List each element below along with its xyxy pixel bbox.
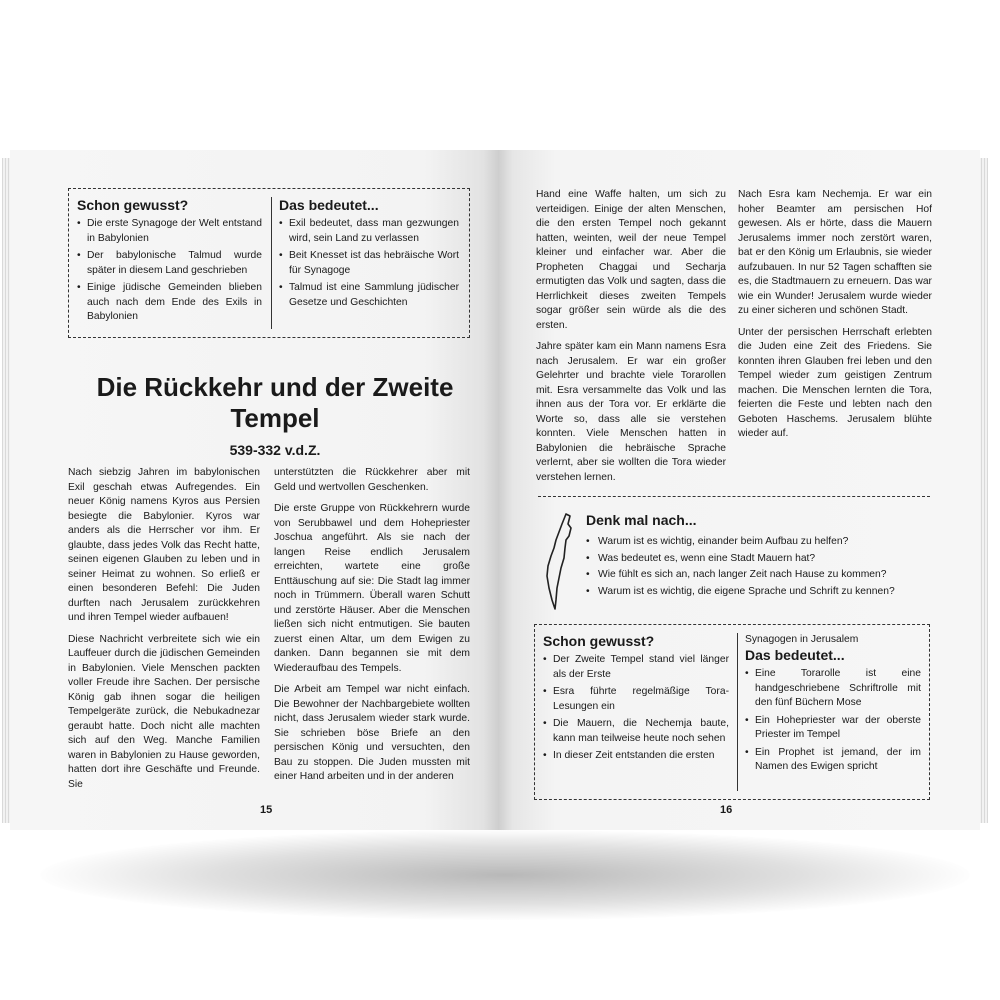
paragraph: Unter der persischen Herrschaft erlebten die Juden eine Zeit des Friedens. Sie konnten ihren Glauben frei leben und den Tempel wieder zum geistigen Zentrum machen. Die Menschen lernten die Tora, feierten die Feste und lebten nach den Geboten Haschems. Jerusalem blühte wieder auf. bbox=[738, 326, 932, 439]
page-number-right: 16 bbox=[720, 804, 733, 816]
schon-gewusst-list bbox=[543, 653, 729, 764]
chapter-dates: 539-332 v.d.Z. bbox=[229, 442, 321, 458]
info-box-left bbox=[68, 188, 470, 338]
body-column-1 bbox=[536, 188, 726, 492]
list-item: • Eine Torarolle ist eine handgeschriebene Schriftrolle mit den fünf Büchern Mose bbox=[745, 667, 921, 711]
das-bedeutet-list bbox=[279, 217, 459, 310]
chapter-title bbox=[70, 372, 480, 434]
paragraph: Nach Esra kam Nechemja. Er war ein hoher Beamter am persischen Hof gewesen. Als er hörte, dass die Mauern Jerusalems immer noch zerstört waren, bat er den König um Erlaubnis, sie wieder aufzubauen. In nur 52 Tagen schafften sie es, die Stadtmauern zu erneuern. Das war wie ein Wunder! Jerusalem wurde wieder zu einer sicheren und schönen Stadt. bbox=[738, 189, 932, 316]
question-item: • Wie fühlt es sich an, nach langer Zeit nach Hause zu kommen? bbox=[586, 568, 926, 583]
das-bedeutet-title: Das bedeutet... bbox=[279, 197, 379, 213]
israel-map-icon bbox=[544, 512, 580, 612]
body-column-2 bbox=[738, 188, 932, 449]
section-separator bbox=[538, 496, 930, 497]
info-box-right bbox=[534, 624, 930, 800]
box-divider bbox=[737, 633, 738, 791]
book-shadow bbox=[40, 830, 970, 920]
list-item: • Der babylonische Talmud wurde später in diesem Land geschrieben bbox=[77, 249, 262, 278]
paragraph: Hand eine Waffe halten, um sich zu verteidigen. Einige der alten Menschen, die den ersten Tempel noch gekannt hatten, weinten, weil der neue Tempel kleiner und einfacher war. Aber die Propheten Chaggai und Secharja ermutigten das Volk und sagten, dass die Herrlichkeit dieses zweiten Tempels sogar größer sein würde als die des ersten. bbox=[536, 189, 726, 331]
das-bedeutet-title: Das bedeutet... bbox=[745, 647, 845, 663]
list-item: • Ein Hohepriester war der oberste Priester im Tempel bbox=[745, 714, 921, 743]
body-column-1 bbox=[68, 466, 260, 799]
list-item: • Einige jüdische Gemeinden blieben auch nach dem Ende des Exils in Babylonien bbox=[77, 281, 262, 325]
chapter-title-line-2: Tempel bbox=[230, 403, 320, 433]
das-bedeutet-list bbox=[745, 667, 921, 775]
list-item: • Die erste Synagoge der Welt entstand in Babylonien bbox=[77, 217, 262, 246]
list-item: • In dieser Zeit entstanden die ersten bbox=[543, 749, 729, 764]
box-divider bbox=[271, 197, 272, 329]
paragraph: Diese Nachricht verbreitete sich wie ein Lauffeuer durch die jüdischen Gemeinden in Babylonien. Viele Menschen packten voller Freude ihre Sachen. Der persische König gab ihnen sogar die heiligen Tempelgeräte zurück, die Nebukadnezar geraubt hatte. Doch nicht alle machten sich auf den Weg. Manche Familien waren in Babylonien zu Hause geworden, hatten dort ihre Geschäfte und Freunde. Sie bbox=[68, 633, 260, 790]
list-item: • Talmud ist eine Sammlung jüdischer Gesetze und Geschichten bbox=[279, 281, 459, 310]
denk-mal-nach-title: Denk mal nach... bbox=[586, 512, 697, 528]
chapter-title-line-1: Die Rückkehr und der Zweite bbox=[96, 372, 454, 402]
list-item: • Der Zweite Tempel stand viel länger als der Erste bbox=[543, 653, 729, 682]
question-item: • Warum ist es wichtig, die eigene Sprache und Schrift zu kennen? bbox=[586, 585, 926, 600]
list-item: • Esra führte regelmäßige Tora-Lesungen ein bbox=[543, 685, 729, 714]
right-page bbox=[498, 150, 980, 830]
overflow-text: Synagogen in Jerusalem bbox=[745, 634, 859, 645]
page-number-left: 15 bbox=[260, 804, 273, 816]
list-item: • Beit Knesset ist das hebräische Wort für Synagoge bbox=[279, 249, 459, 278]
paragraph: Nach siebzig Jahren im babylonischen Exil geschah etwas Aufregendes. Ein neuer König namens Kyros aus Persien besiegte die Babylonier. Kyros war anders als die Herrscher vor ihm. Er glaubte, dass jedes Volk das Recht hatte, seinen eigenen Glauben zu leben und in seiner Heimat zu wohnen. So erließ er einen besonderen Befehl: Die Juden durften nach Jerusalem zurückkehren und ihren Tempel wieder aufbauen! bbox=[68, 467, 260, 623]
body-column-2 bbox=[274, 466, 470, 792]
question-item: • Was bedeutet es, wenn eine Stadt Mauern hat? bbox=[586, 552, 926, 567]
schon-gewusst-section bbox=[77, 197, 262, 329]
paragraph: Jahre später kam ein Mann namens Esra nach Jerusalem. Er war ein großer Gelehrter und brachte viele Torarollen mit. Esra versammelte das Volk und las ihnen aus der Tora vor. Er erklärte die Worte so, dass alle sie verstehen konnten. Viele Menschen hatten in Babylonien die hebräische Sprache verlernt, aber sie wollten die Tora wieder verstehen lernen. bbox=[536, 341, 726, 483]
list-item: • Die Mauern, die Nechemja baute, kann man teilweise heute noch sehen bbox=[543, 717, 729, 746]
list-item: • Ein Prophet ist jemand, der im Namen des Ewigen spricht bbox=[745, 746, 921, 775]
paragraph: unterstützten die Rückkehrer aber mit Geld und wertvollen Geschenken. bbox=[274, 467, 470, 493]
schon-gewusst-section bbox=[543, 633, 729, 791]
left-page bbox=[10, 150, 498, 830]
das-bedeutet-section bbox=[745, 633, 921, 791]
schon-gewusst-list bbox=[77, 217, 262, 325]
das-bedeutet-section bbox=[279, 197, 459, 329]
denk-mal-nach-list bbox=[586, 535, 926, 601]
list-item: • Exil bedeutet, dass man gezwungen wird, sein Land zu verlassen bbox=[279, 217, 459, 246]
question-item: • Warum ist es wichtig, einander beim Aufbau zu helfen? bbox=[586, 535, 926, 550]
schon-gewusst-title: Schon gewusst? bbox=[543, 633, 655, 649]
paragraph: Die Arbeit am Tempel war nicht einfach. Die Bewohner der Nachbargebiete wollten nicht, dass Jerusalem wieder stark wurde. Sie schrieben böse Briefe an den persischen König und versuchten, den Bau zu stoppen. Die Juden mussten mit einer Hand arbeiten und in der anderen bbox=[274, 684, 470, 782]
paragraph: Die erste Gruppe von Rückkehrern wurde von Serubbawel und dem Hohepriester Joschua angeführt. Als sie nach der langen Reise endlich Jerusalem erreichten, wartete eine große Enttäuschung auf sie: Die Stadt lag immer noch in Trümmern. Überall waren Schutt und zerstörte Häuser. Aber die Menschen ließen sich nicht entmutigen. Sie bauten zuerst einen Altar, um dem Ewigen zu danken. Dann begannen sie mit dem Wiederaufbau des Tempels. bbox=[274, 503, 470, 674]
schon-gewusst-title: Schon gewusst? bbox=[77, 197, 189, 213]
